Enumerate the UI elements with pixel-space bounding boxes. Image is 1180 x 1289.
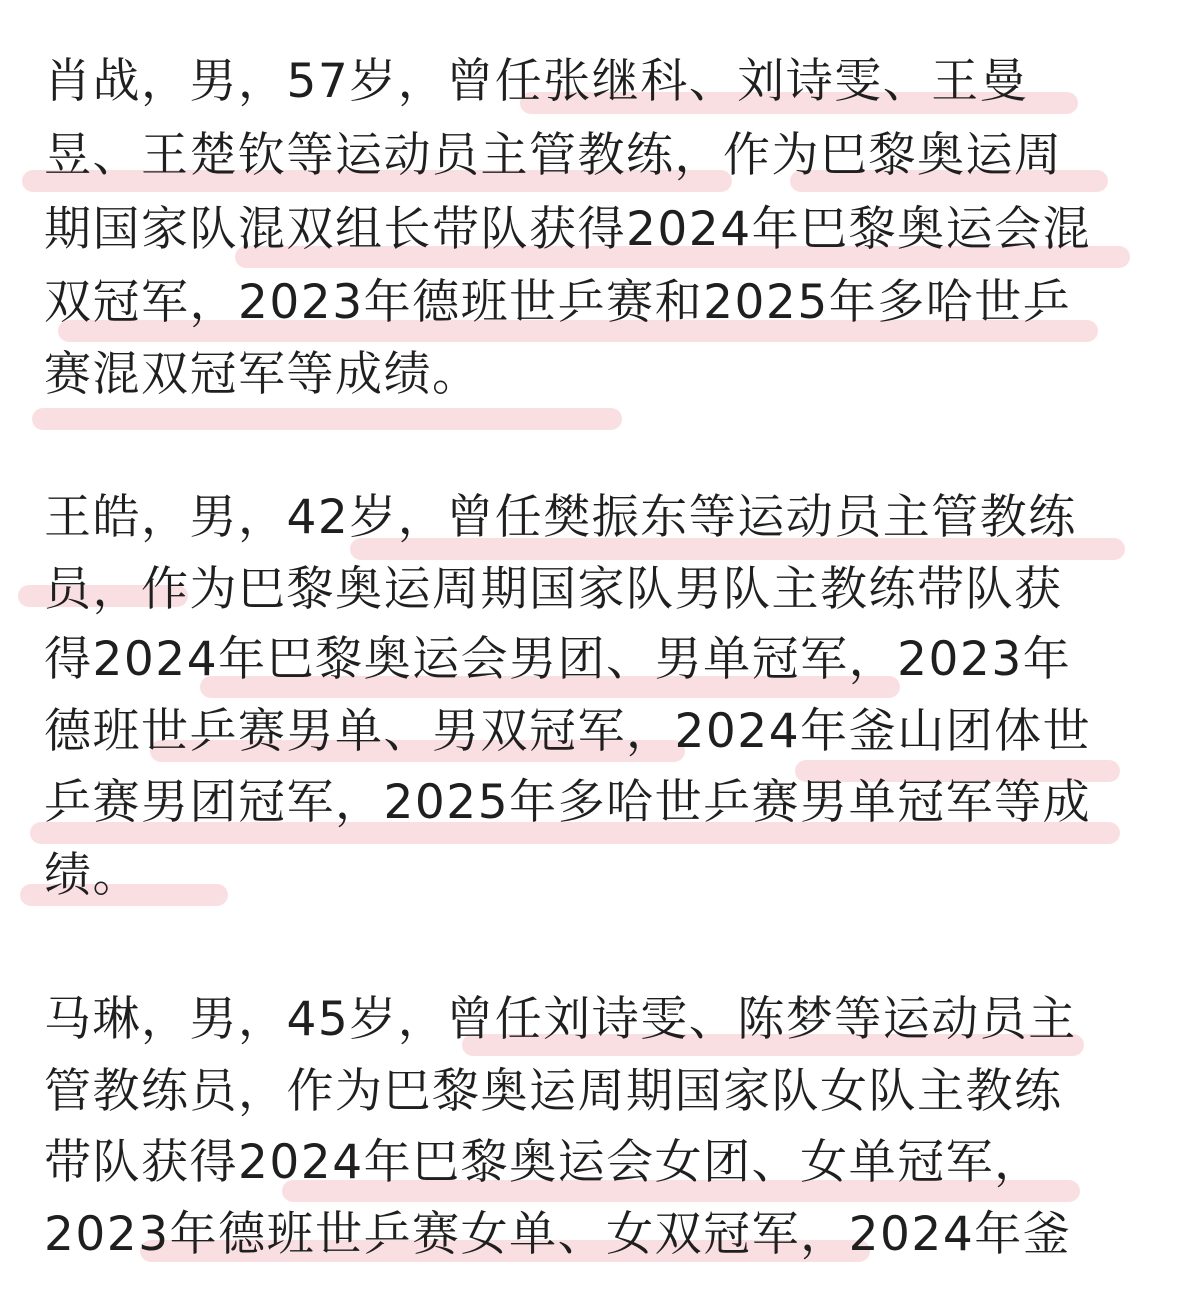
paragraph-2-line-3: 得2024年巴黎奥运会男团、男单冠军，2023年: [44, 632, 1072, 687]
highlight-mark: [32, 408, 622, 430]
paragraph-1-line-3: 期国家队混双组长带队获得2024年巴黎奥运会混: [44, 202, 1092, 257]
paragraph-1-line-5: 赛混双冠军等成绩。: [44, 347, 481, 402]
paragraph-2-line-1: 王皓，男，42岁，曾任樊振东等运动员主管教练: [44, 490, 1077, 545]
paragraph-3-line-3: 带队获得2024年巴黎奥运会女团、女单冠军，: [44, 1135, 1043, 1190]
paragraph-1-line-4: 双冠军，2023年德班世乒赛和2025年多哈世乒: [44, 275, 1072, 330]
paragraph-3-line-2: 管教练员，作为巴黎奥运周期国家队女队主教练: [44, 1064, 1063, 1119]
paragraph-1-line-2: 昱、王楚钦等运动员主管教练，作为巴黎奥运周: [44, 128, 1063, 183]
paragraph-2-line-2: 员，作为巴黎奥运周期国家队男队主教练带队获: [44, 562, 1063, 617]
paragraph-3-line-1: 马琳，男，45岁，曾任刘诗雯、陈梦等运动员主: [44, 992, 1077, 1047]
paragraph-2-line-6: 绩。: [44, 848, 141, 903]
paragraph-3-line-4: 2023年德班世乒赛女单、女双冠军，2024年釜: [44, 1207, 1072, 1262]
paragraph-1-line-1: 肖战，男，57岁，曾任张继科、刘诗雯、王曼: [44, 54, 1029, 109]
paragraph-2-line-4: 德班世乒赛男单、男双冠军，2024年釜山团体世: [44, 704, 1092, 759]
paragraph-2-line-5: 乒赛男团冠军，2025年多哈世乒赛男单冠军等成: [44, 775, 1092, 830]
